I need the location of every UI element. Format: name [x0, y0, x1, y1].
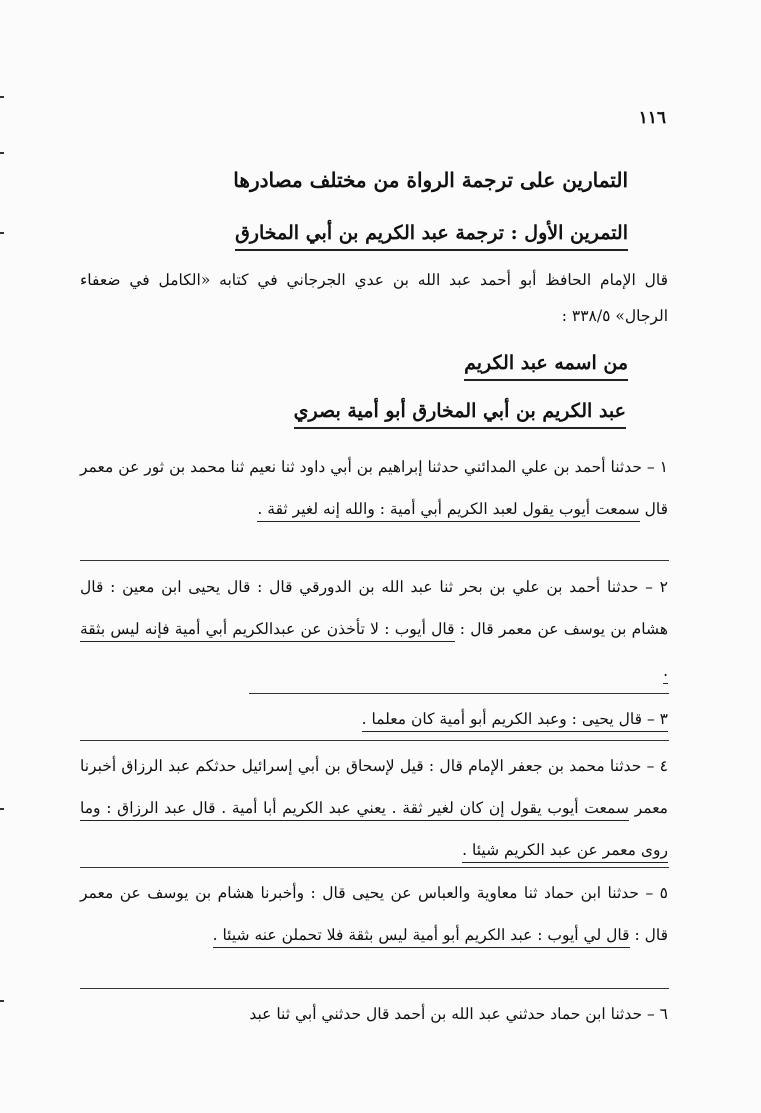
narration-2-text: ٢ – حدثنا أحمد بن علي بن بحر ثنا عبد الله بن الدورقي قال : قال يحيى ابن معين : قال هشام بن يوسف عن معمر قال : [80, 578, 669, 638]
separator-rule [80, 560, 669, 561]
narration-4-text: ٤ – حدثنا محمد بن جعفر الإمام قال : قيل لإسحاق بن أبي إسرائيل حدثكم عبد الرزاق أخبرنا معمر [80, 757, 668, 817]
separator-rule [249, 693, 669, 694]
narration-5 [80, 872, 668, 956]
narration-4-underlined: سمعت أيوب يقول إن كان لغير ثقة . يعني عبد الكريم أبا أمية . قال عبد الرزاق : وما روى معمر عن عبد الكريم شيئا . [80, 799, 668, 863]
narration-2 [80, 566, 668, 692]
section-heading: من اسمه عبد الكريم [464, 352, 628, 381]
separator-rule [80, 867, 669, 868]
separator-rule [80, 988, 669, 989]
exercise-heading: التمرين الأول : ترجمة عبد الكريم بن أبي المخارق [235, 222, 628, 251]
narration-1-text: ١ – حدثنا أحمد بن علي المدائني حدثنا إبراهيم بن أبي داود ثنا نعيم ثنا محمد بن ثور عن معمر قال [80, 458, 668, 518]
narration-3-underlined: ٣ – قال يحيى : وعبد الكريم أبو أمية كان معلما . [362, 710, 668, 732]
narration-3 [80, 698, 668, 740]
margin-mark [0, 152, 4, 154]
page-number: ١١٦ [638, 108, 666, 128]
separator-rule [80, 740, 669, 741]
narration-5-underlined: قال لي أيوب : عبد الكريم أبو أمية ليس بثقة فلا تحملن عنه شيئا . [213, 926, 630, 948]
margin-mark [0, 808, 4, 810]
margin-mark [0, 96, 4, 98]
margin-mark [0, 1000, 4, 1002]
narration-5-text: ٥ – حدثنا ابن حماد ثنا معاوية والعباس عن يحيى قال : وأخبرنا هشام بن يوسف عن معمر قال : [80, 884, 668, 944]
narration-4 [80, 745, 668, 871]
margin-mark [0, 232, 4, 234]
intro-paragraph: قال الإمام الحافظ أبو أحمد عبد الله بن عدي الجرجاني في كتابه «الكامل في ضعفاء الرجال» ٣٣٨/٥ : [80, 271, 668, 325]
narration-1-underlined: سمعت أيوب يقول لعبد الكريم أبي أمية : والله إنه لغير ثقة . [257, 500, 639, 522]
narration-1 [80, 446, 668, 530]
narration-2-underlined: قال أيوب : لا تأخذن عن عبدالكريم أبي أمية فإنه ليس بثقة . [80, 620, 668, 684]
narration-6-text: ٦ – حدثنا ابن حماد حدثني عبد الله بن أحمد قال حدثني أبي ثنا عبد [249, 1005, 668, 1023]
page-title: التمارين على ترجمة الرواة من مختلف مصادرها [233, 168, 628, 192]
narration-6 [80, 993, 668, 1035]
subject-heading: عبد الكريم بن أبي المخارق أبو أمية بصري [294, 400, 626, 429]
